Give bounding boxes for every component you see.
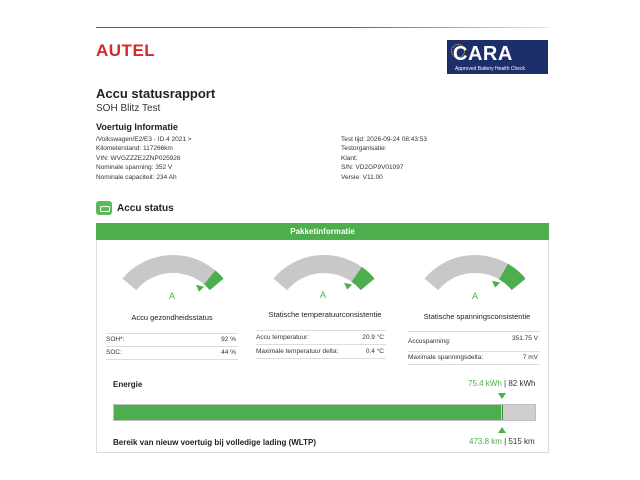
version: Versie: V11.00 xyxy=(341,173,383,181)
autel-logo: AUTEL xyxy=(96,41,156,60)
voltage-gauge-title: Statische spanningsconsistentie xyxy=(423,312,531,321)
vehicle-info-left xyxy=(96,135,192,182)
energy-current: 75.4 kWh xyxy=(468,379,502,388)
range-separator: | xyxy=(501,437,509,446)
vehicle-vin: VIN: WVGZZZE2ZNP025926 xyxy=(96,154,181,162)
metric-label: SOH*: xyxy=(106,336,125,343)
temperature-grade: A xyxy=(320,290,327,300)
metric-max-voltage-delta xyxy=(408,351,540,365)
gauge-pointer-icon xyxy=(492,281,500,288)
metric-battery-temperature xyxy=(256,330,386,344)
gauge-track xyxy=(122,255,215,290)
header-rule xyxy=(96,27,549,28)
metric-value: 92 % xyxy=(221,336,236,343)
metric-value: 44 % xyxy=(221,349,236,356)
metric-max-temperature-delta xyxy=(256,344,386,359)
health-gauge-title: Accu gezondheidsstatus xyxy=(131,313,213,322)
gauge-pointer-icon xyxy=(196,285,204,292)
energy-label: Energie xyxy=(113,380,143,389)
metric-label: SOC: xyxy=(106,349,122,356)
cara-tagline: Approved Battery Health Check xyxy=(455,66,526,72)
range-label: Bereik van nieuw voertuig bij volledige lading (WLTP) xyxy=(113,438,316,447)
metric-label: Maximale spanningsdelta: xyxy=(408,354,484,361)
energy-separator: | xyxy=(501,379,509,388)
vehicle-info-heading: Voertuig Informatie xyxy=(96,122,178,132)
vehicle-info-right xyxy=(341,135,427,182)
serial-number: S/N: VD2GP9V01097 xyxy=(341,164,404,172)
battery-status-label: Accu status xyxy=(117,203,174,214)
metric-value: 351.75 V xyxy=(511,335,538,342)
test-organisation: Testorganisatie: xyxy=(341,145,387,153)
metric-battery-voltage xyxy=(408,331,540,351)
range-current: 473.8 km xyxy=(469,437,502,446)
vehicle-nominal-voltage: Nominale spanning: 352 V xyxy=(96,164,173,172)
cara-wordmark: CARA xyxy=(453,43,513,65)
range-total: 515 km xyxy=(508,437,535,446)
range-value xyxy=(469,437,535,446)
vehicle-nominal-capacity: Nominale capaciteit: 234 Ah xyxy=(96,173,177,181)
report-subtitle: SOH Blitz Test xyxy=(96,103,161,114)
energy-total: 82 kWh xyxy=(508,379,536,388)
energy-bar-divider xyxy=(502,405,503,420)
metric-value: 20.9 °C xyxy=(362,334,384,341)
energy-bar-fill xyxy=(114,405,501,420)
cara-badge xyxy=(447,40,548,74)
energy-marker-icon xyxy=(498,393,506,399)
range-marker-icon xyxy=(498,427,506,433)
metric-soh xyxy=(106,333,238,346)
pack-info-label: Pakketinformatie xyxy=(290,227,355,236)
metric-value: 7 mV xyxy=(522,354,538,361)
metric-soc xyxy=(106,346,238,360)
metric-label: Accu temperatuur: xyxy=(256,334,310,341)
health-grade: A xyxy=(169,291,176,301)
customer: Klant: xyxy=(341,154,358,162)
test-time: Test tijd: 2026-09-24 08:43:53 xyxy=(341,136,428,143)
battery-status-icon xyxy=(96,201,112,215)
vehicle-mileage: Kilometerstand: 117266km xyxy=(96,145,173,153)
metric-label: Accuspanning: xyxy=(408,338,451,345)
metric-label: Maximale temperatuur delta: xyxy=(256,348,339,355)
gauge-pointer-icon xyxy=(344,283,352,290)
energy-value xyxy=(468,379,535,388)
temperature-gauge-title: Statische temperatuurconsistentie xyxy=(268,310,382,319)
energy-bar xyxy=(113,404,536,421)
vehicle-model: /Volkswagen/E2/E3 - ID.4 2021 > xyxy=(96,136,192,143)
report-title: Accu statusrapport xyxy=(96,86,216,101)
voltage-grade: A xyxy=(472,291,479,301)
pack-info-band xyxy=(96,223,549,240)
metric-value: 0.4 °C xyxy=(365,348,384,355)
